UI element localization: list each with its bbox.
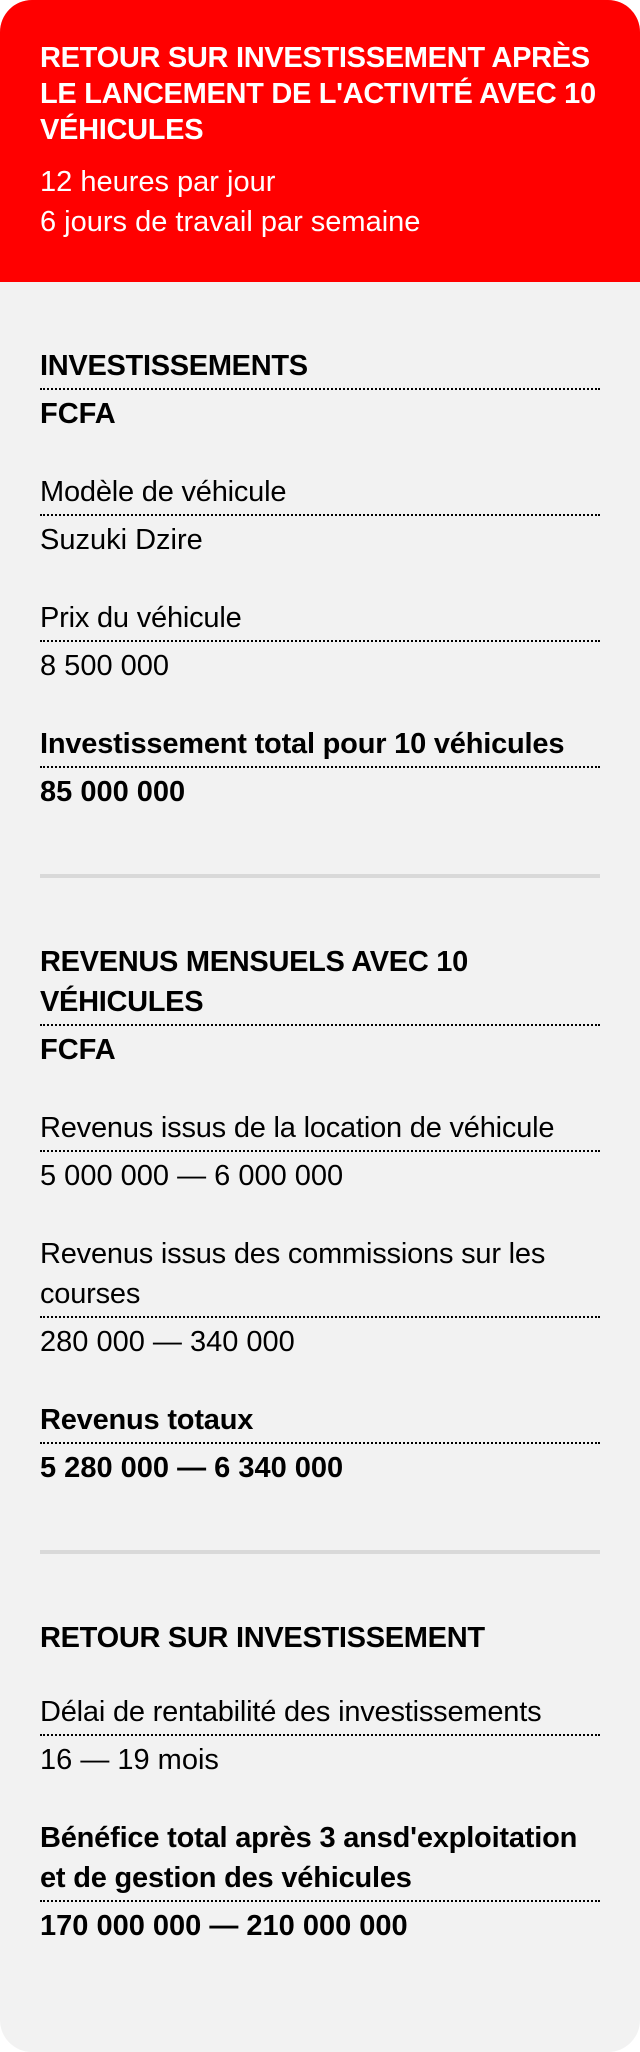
revenues-unit: FCFA [40,1034,116,1066]
card-content [0,282,640,2008]
vehicle-price-row [40,598,600,686]
vehicle-price-label: Prix du véhicule [40,598,600,642]
rental-revenue-row [40,1108,600,1196]
total-investment-row [40,724,600,812]
roi-title: RETOUR SUR INVESTISSEMENT [40,1622,485,1654]
payback-row [40,1692,600,1780]
total-revenue-row [40,1400,600,1488]
investments-unit: FCFA [40,398,116,430]
total-revenue-label: Revenus totaux [40,1400,600,1444]
investments-section [40,282,600,878]
total-investment-value: 85 000 000 [40,776,186,808]
header-subtitle-days: 6 jours de travail par semaine [40,206,421,238]
total-profit-label: Bénéfice total après 3 ansd'exploitation et de gestion des véhicules [40,1818,600,1902]
header-title: RETOUR SUR INVESTISSEMENT APRÈS LE LANCEMENT DE L'ACTIVITÉ AVEC 10 VÉHICULES [40,42,596,146]
vehicle-price-value: 8 500 000 [40,650,170,682]
investments-title: INVESTISSEMENTS [40,346,600,390]
card-header [0,0,640,282]
roi-section [40,1554,600,2008]
vehicle-model-row [40,472,600,560]
revenues-title: REVENUS MENSUELS AVEC 10 VÉHICULES [40,942,600,1026]
commission-revenue-row [40,1234,600,1362]
total-investment-label: Investissement total pour 10 véhicules [40,724,600,768]
rental-revenue-label: Revenus issus de la location de véhicule [40,1108,600,1152]
header-subtitle-hours: 12 heures par jour [40,166,276,198]
commission-revenue-value: 280 000 — 340 000 [40,1326,295,1358]
total-revenue-value: 5 280 000 — 6 340 000 [40,1452,344,1484]
vehicle-model-label: Modèle de véhicule [40,472,600,516]
payback-label: Délai de rentabilité des investissements [40,1692,600,1736]
total-profit-row [40,1818,600,1946]
payback-value: 16 — 19 mois [40,1744,219,1776]
header-subtitle [40,162,612,242]
commission-revenue-label: Revenus issus des commissions sur les courses [40,1234,600,1318]
vehicle-model-value: Suzuki Dzire [40,524,203,556]
revenues-section [40,878,600,1554]
total-profit-value: 170 000 000 — 210 000 000 [40,1910,408,1942]
rental-revenue-value: 5 000 000 — 6 000 000 [40,1160,344,1192]
